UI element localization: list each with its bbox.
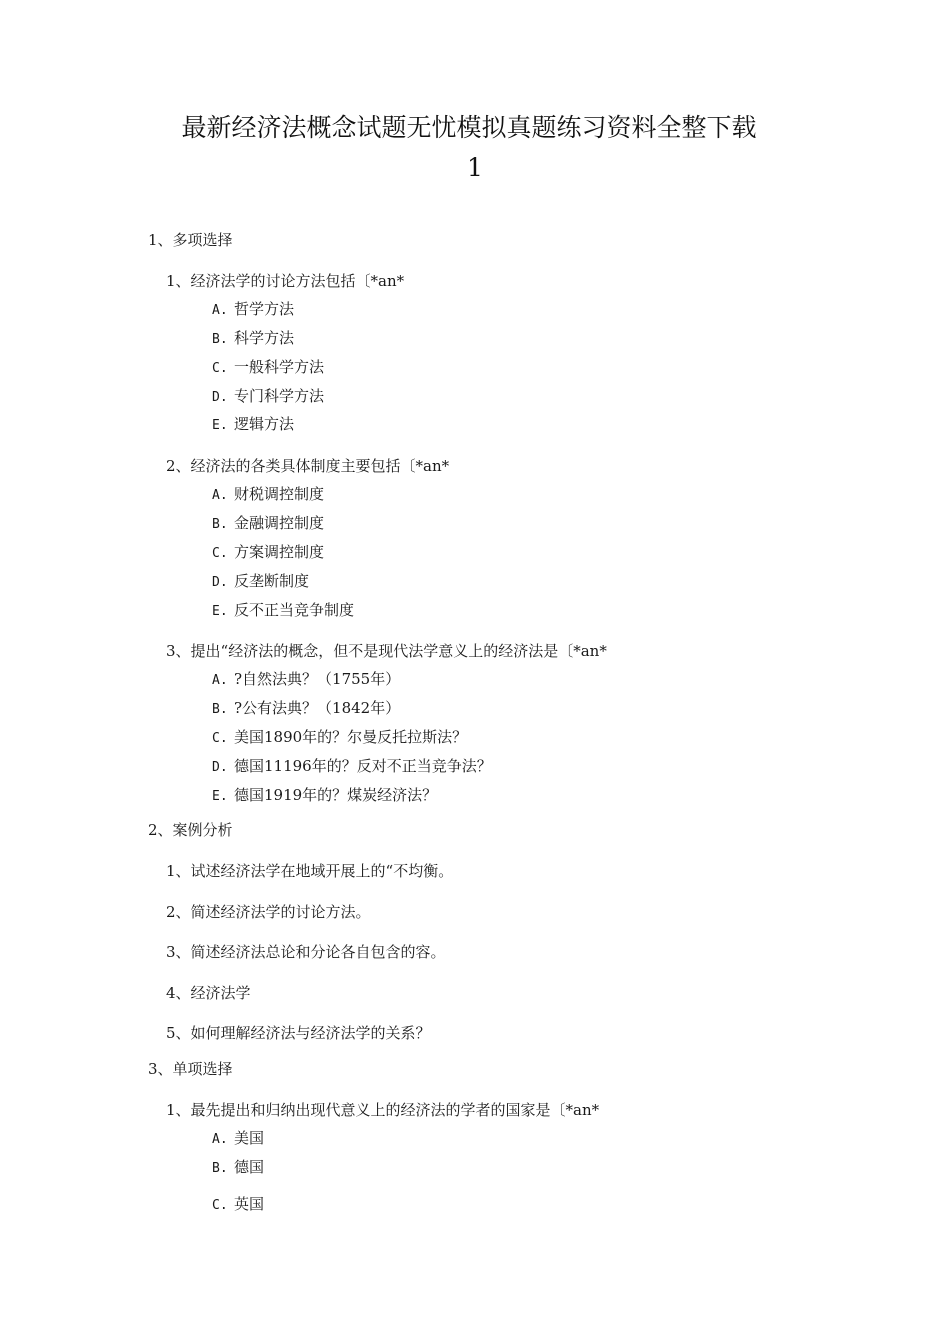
answer-option [212,357,324,379]
section-heading: 2、案例分析 [148,821,233,839]
option-text: 德国 [234,1158,265,1176]
answer-option [212,1157,264,1179]
option-text: 英国 [234,1195,265,1213]
option-text: 一般科学方法 [234,358,325,376]
option-text: 反垄断制度 [234,572,310,590]
section-heading: 3、单项选择 [148,1060,233,1078]
option-text: 金融调控制度 [234,514,325,532]
answer-option [212,328,294,350]
option-letter: C. [212,1198,228,1213]
question-text: 1、最先提出和归纳出现代意义上的经济法的学者的国家是〔*an* [166,1101,600,1119]
option-text: 财税调控制度 [234,485,325,503]
option-text: 德国11196年的？反对不正当竞争法？ [234,757,492,775]
answer-option [212,299,294,321]
answer-option [212,1194,264,1216]
question-text: 1、试述经济法学在地域开展上的“不均衡。 [166,862,454,880]
answer-option [212,513,324,535]
answer-option [212,727,467,749]
option-text: 德国1919年的？煤炭经济法？ [234,786,438,804]
option-letter: B. [212,702,228,717]
option-letter: B. [212,1161,228,1176]
option-text: 专门科学方法 [234,387,325,405]
option-letter: A. [212,673,228,688]
option-text: 美国1890年的？尔曼反托拉斯法？ [234,728,468,746]
option-letter: B. [212,332,228,347]
option-letter: D. [212,575,228,590]
option-text: 反不正当竞争制度 [234,601,355,619]
answer-option [212,571,309,593]
question-text: 5、如何理解经济法与经济法学的关系？ [166,1024,431,1042]
document-title-number: 1 [467,153,483,182]
option-text: ?公有法典？（1842年） [234,699,401,717]
answer-option [212,484,324,506]
option-letter: E. [212,789,228,804]
question-text: 2、简述经济法学的讨论方法。 [166,903,371,921]
question-text: 4、经济法学 [166,984,251,1002]
question-text: 2、经济法的各类具体制度主要包括〔*an* [166,457,450,475]
option-text: 科学方法 [234,329,295,347]
document-title: 最新经济法概念试题无忧模拟真题练习资料全整下载 [181,113,757,142]
answer-option [212,1128,264,1150]
option-text: ?自然法典？（1755年） [234,670,401,688]
answer-option [212,756,492,778]
option-letter: D. [212,760,228,775]
question-text: 1、经济法学的讨论方法包括〔*an* [166,272,405,290]
option-letter: E. [212,418,228,433]
option-letter: A. [212,1132,228,1147]
option-letter: C. [212,361,228,376]
option-letter: E. [212,604,228,619]
answer-option [212,785,437,807]
option-text: 方案调控制度 [234,543,325,561]
option-text: 哲学方法 [234,300,295,318]
option-text: 逻辑方法 [234,415,295,433]
answer-option [212,542,324,564]
question-text: 3、提出“经济法的概念，但不是现代法学意义上的经济法是〔*an* [166,642,607,660]
answer-option [212,669,400,691]
answer-option [212,698,400,720]
option-letter: D. [212,390,228,405]
answer-option [212,600,354,622]
option-letter: A. [212,303,228,318]
answer-option [212,386,324,408]
question-text: 3、简述经济法总论和分论各自包含的容。 [166,943,446,961]
option-letter: B. [212,517,228,532]
section-heading: 1、多项选择 [148,231,233,249]
option-text: 美国 [234,1129,265,1147]
option-letter: C. [212,731,228,746]
option-letter: A. [212,488,228,503]
answer-option [212,414,294,436]
option-letter: C. [212,546,228,561]
